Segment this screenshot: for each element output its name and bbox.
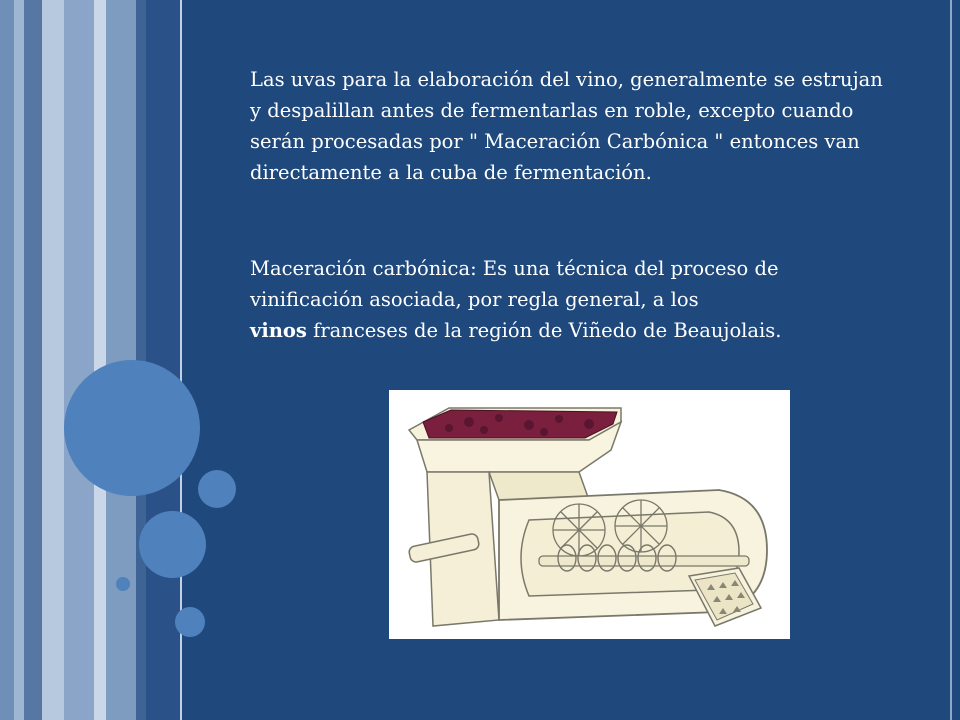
decorative-circle-large [64, 360, 200, 496]
decorative-circle-tiny [116, 577, 130, 591]
decorative-circle-small [198, 470, 236, 508]
paragraph-grapes [250, 64, 890, 188]
destemmer-figure [389, 390, 790, 639]
paragraph-grapes-text: Las uvas para la elaboración del vino, generalmente se estrujan y despalillan antes de fermentarlas en roble, excepto cuando serán procesadas por " Maceración Carbónica " entonces van directamente a la cuba de fermentación. [250, 68, 883, 184]
decorative-circle-medium [139, 511, 206, 578]
paragraph-carbonic-text [250, 253, 890, 346]
right-border-line [950, 0, 952, 720]
decorative-stripes [0, 0, 186, 720]
paragraph-carbonic-maceration [250, 253, 890, 346]
decorative-circle-small-2 [175, 607, 205, 637]
destemmer-crusher-illustration [389, 390, 790, 639]
paragraph-carbonic-lead: Maceración carbónica: Es una técnica del proceso de vinificación asociada, por regla general, a los [250, 257, 779, 311]
bold-word-vinos: vinos [250, 319, 307, 342]
paragraph-carbonic-tail: franceses de la región de Viñedo de Beaujolais. [306, 319, 782, 342]
